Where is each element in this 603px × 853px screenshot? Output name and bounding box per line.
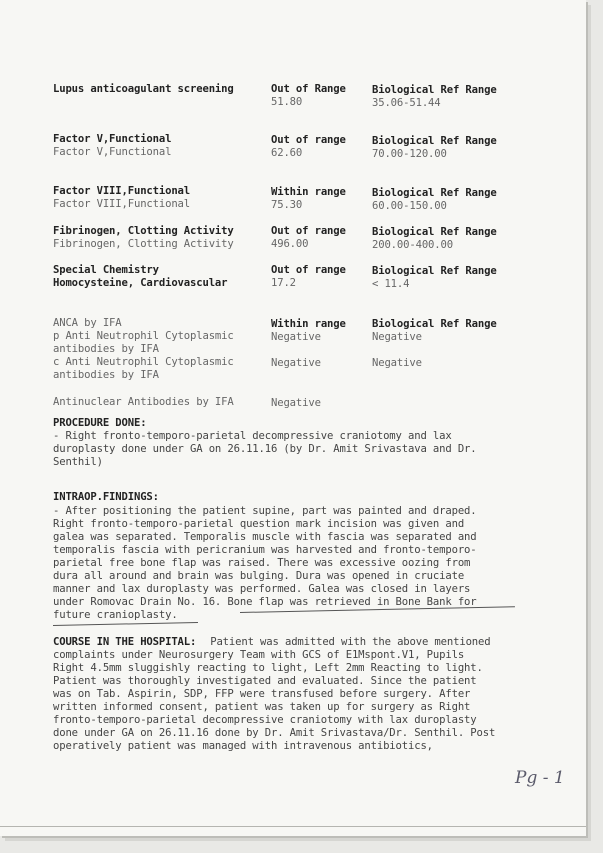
procedure-line: Senthil) [53, 456, 103, 468]
intraop-line: future cranioplasty. [53, 609, 178, 621]
course-line: was on Tab. Aspirin, SDP, FFP were transfused before surgery. After [53, 688, 471, 700]
intraop-line: temporalis fascia with pericranium was harvested and fronto-temporo- [53, 544, 477, 556]
course-line: Right 4.5mm sluggishly reacting to light, Left 2mm Reacting to light. [53, 662, 483, 674]
ref-label: Biological Ref Range [372, 84, 497, 96]
pen-underline [53, 622, 198, 626]
ref-label: Biological Ref Range [372, 187, 497, 199]
anca-c-value: Negative [271, 357, 321, 369]
anca-p-ref: Negative [372, 331, 422, 343]
anca-title: ANCA by IFA [53, 317, 122, 329]
intraop-line: Right fronto-temporo-parietal question mark incision was given and [53, 518, 465, 530]
procedure-heading: PROCEDURE DONE: [53, 417, 147, 429]
test-status: Out of Range [271, 83, 346, 95]
intraop-line: galea was separated. Temporalis muscle with fascia was separated and [53, 531, 477, 543]
ref-range: 70.00-120.00 [372, 148, 447, 160]
test-value: 75.30 [271, 199, 303, 211]
test-value: 62.60 [271, 147, 303, 159]
anca-c-name: c Anti Neutrophil Cytoplasmic [53, 356, 234, 368]
ref-label: Biological Ref Range [372, 226, 497, 238]
test-status: Out of range [271, 225, 346, 237]
ref-label: Biological Ref Range [372, 265, 497, 277]
test-name: Factor VIII,Functional [53, 185, 191, 197]
anca-c-name-cont: antibodies by IFA [53, 369, 159, 381]
ana-value: Negative [271, 397, 321, 409]
page-edge [0, 826, 586, 827]
course-line: complaints under Neurosurgery Team with GCS of E1Mspont.V1, Pupils [53, 649, 465, 661]
test-status: Out of range [271, 134, 346, 146]
intraop-line: dura all around and brain was bulging. Dura was opened in cruciate [53, 570, 465, 582]
course-line: done under GA on 26.11.16 done by Dr. Amit Srivastava/Dr. Senthil. Post [53, 727, 496, 739]
ref-range: 200.00-400.00 [372, 239, 453, 251]
anca-c-ref: Negative [372, 357, 422, 369]
ana-name: Antinuclear Antibodies by IFA [53, 396, 234, 408]
course-line: written informed consent, patient was taken up for surgery as Right [53, 701, 471, 713]
page-number-mark: Pg - 1 [515, 768, 565, 788]
test-value: 17.2 [271, 277, 296, 289]
intraop-line: manner and lax duroplasty was performed. Galea was closed in layers [53, 583, 471, 595]
test-status: Within range [271, 186, 346, 198]
test-name: Factor V,Functional [53, 133, 172, 145]
anca-ref-label: Biological Ref Range [372, 318, 497, 330]
test-subname: Factor VIII,Functional [53, 198, 191, 210]
intraop-line: parietal free bone flap was raised. There was excessive oozing from [53, 557, 471, 569]
ref-range: 35.06-51.44 [372, 97, 441, 109]
test-subname: Fibrinogen, Clotting Activity [53, 238, 234, 250]
test-status: Out of range [271, 264, 346, 276]
anca-p-name: p Anti Neutrophil Cytoplasmic [53, 330, 234, 342]
intraop-line: - After positioning the patient supine, part was painted and draped. [53, 505, 477, 517]
anca-p-value: Negative [271, 331, 321, 343]
intraop-heading: INTRAOP.FINDINGS: [53, 491, 159, 503]
test-subname: Factor V,Functional [53, 146, 172, 158]
anca-p-name-cont: antibodies by IFA [53, 343, 159, 355]
procedure-line: duroplasty done under GA on 26.11.16 (by Dr. Amit Srivastava and Dr. [53, 443, 477, 455]
course-heading: COURSE IN THE HOSPITAL: [53, 636, 197, 648]
course-line: Patient was admitted with the above mentioned [204, 636, 491, 648]
test-name: Fibrinogen, Clotting Activity [53, 225, 234, 237]
test-name: Lupus anticoagulant screening [53, 83, 234, 95]
procedure-line: - Right fronto-temporo-parietal decompressive craniotomy and lax [53, 430, 452, 442]
ref-range: < 11.4 [372, 278, 410, 290]
test-value: 496.00 [271, 238, 309, 250]
test-subname: Homocysteine, Cardiovascular [53, 277, 228, 289]
ref-label: Biological Ref Range [372, 135, 497, 147]
intraop-line: under Romovac Drain No. 16. Bone flap was retrieved in Bone Bank for [53, 596, 477, 608]
course-line: Patient was thoroughly investigated and evaluated. Since the patient [53, 675, 477, 687]
course-line: fronto-temporo-parietal decompressive craniotomy with lax duroplasty [53, 714, 477, 726]
anca-status: Within range [271, 318, 346, 330]
ref-range: 60.00-150.00 [372, 200, 447, 212]
test-value: 51.80 [271, 96, 303, 108]
course-line: operatively patient was managed with intravenous antibiotics, [53, 740, 433, 752]
test-name: Special Chemistry [53, 264, 159, 276]
